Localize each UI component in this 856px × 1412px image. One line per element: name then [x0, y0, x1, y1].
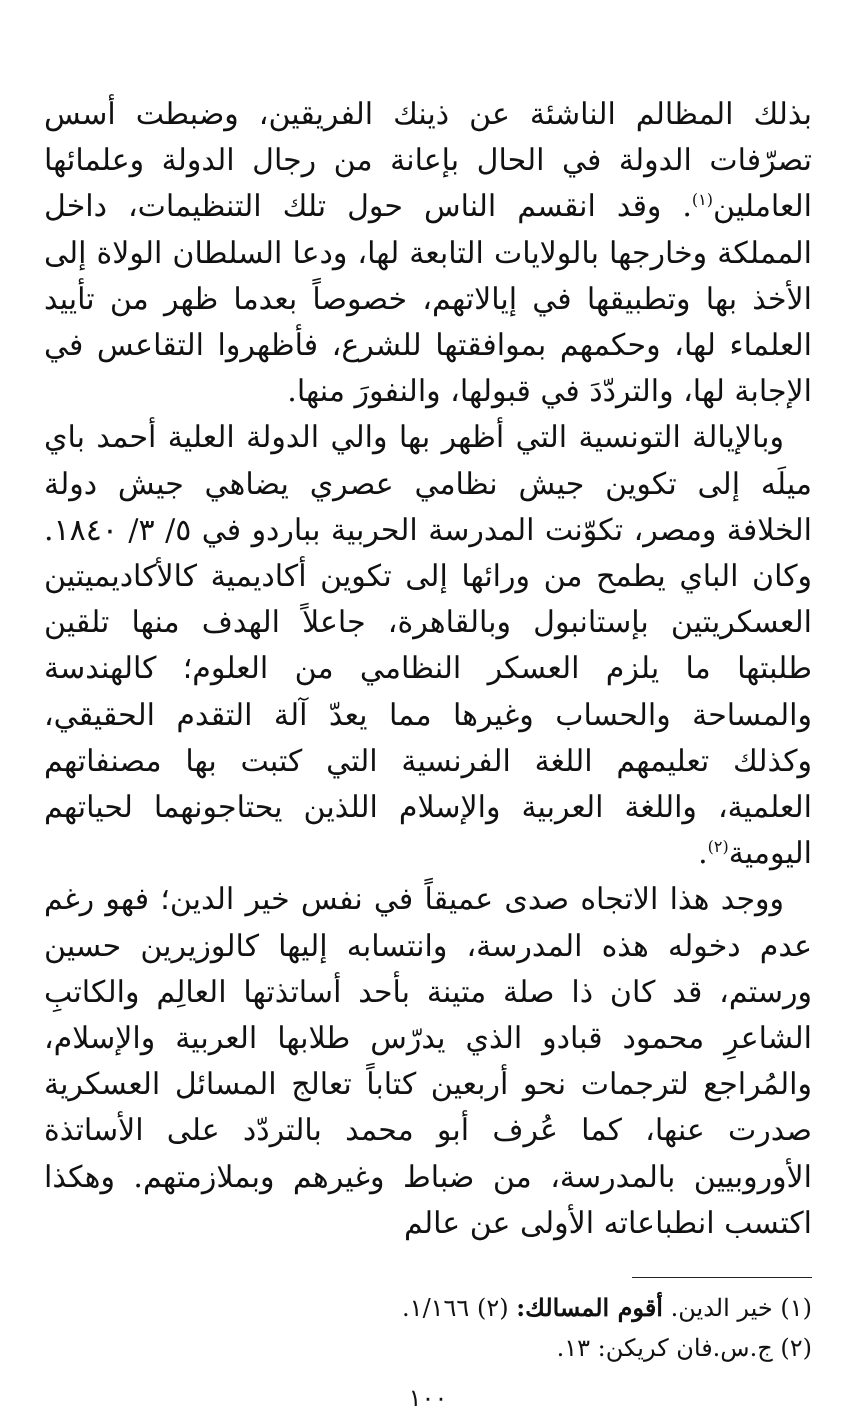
paragraph-1-text: بذلك المظالم الناشئة عن ذينك الفريقين، وضبطت أسس تصرّفات الدولة في الحال بإعانة من رجال الدولة وعلمائها العاملين	[44, 97, 812, 225]
footnote-1	[44, 1288, 812, 1328]
paragraph-1-continuation: . وقد انقسم الناس حول تلك التنظيمات، داخل المملكة وخارجها بالولايات التابعة لها، ودعا السلطان الولاة إلى الأخذ بها وتطبيقها في إيالاتهم، خصوصاً بعدما ظهر من تأييد العلماء لها، وحكمهم بموافقتها للشرع، فأظهروا التقاعس في الإجابة لها، والتردّدَ في قبولها، والنفورَ منها.	[44, 189, 812, 410]
footnote-2	[44, 1328, 812, 1368]
footnote-1-text: خير الدين.	[670, 1294, 773, 1323]
paragraph-2-text: وبالإيالة التونسية التي أظهر بها والي الدولة العلية أحمد باي ميلَه إلى تكوين جيش نظامي عصري يضاهي جيش دولة الخلافة ومصر، تكوّنت المدرسة الحربية بباردو في ٥/ ٣/ ١٨٤٠. وكان الباي يطمح من ورائها إلى تكوين أكاديمية كالأكاديميتين العسكريتين بإستانبول وبالقاهرة، جاعلاً الهدف منها تلقين طلبتها ما يلزم العسكر النظامي من العلوم؛ كالهندسة والمساحة والحساب وغيرها مما يعدّ آلة التقدم الحقيقي، وكذلك تعليمهم اللغة الفرنسية التي كتبت بها مصنفاتهم العلمية، واللغة العربية والإسلام اللذين يحتاجونهما لحياتهم اليومية	[44, 420, 812, 872]
footnote-separator	[632, 1277, 812, 1278]
footnote-ref-1: (١)	[691, 190, 714, 210]
paragraph-2-end: .	[698, 836, 708, 872]
page-number: ١٠٠	[408, 1384, 448, 1412]
book-page	[44, 92, 812, 1412]
footnote-1-rest: (٢) ١/١٦٦.	[402, 1294, 509, 1323]
paragraph-2	[44, 415, 812, 877]
footnotes	[44, 1288, 812, 1368]
footnote-ref-2: (٢)	[707, 837, 729, 857]
paragraph-3: ووجد هذا الاتجاه صدى عميقاً في نفس خير الدين؛ فهو رغم عدم دخوله هذه المدرسة، وانتسابه إليها كالوزيرين حسين ورستم، قد كان ذا صلة متينة بأحد أساتذتها العالِم والكاتبِ الشاعرِ محمود قبادو الذي يدرّس طلابها العربية والإسلام، والمُراجع لترجمات نحو أربعين كتاباً تعالج المسائل العسكرية صدرت عنها، كما عُرف أبو محمد بالتردّد على الأساتذة الأوروبيين بالمدرسة، من ضباط وغيرهم وبملازمتهم. وهكذا اكتسب انطباعاته الأولى عن عالم	[44, 882, 812, 1241]
footnote-2-text: ج.س.فان كريكن: ١٣.	[556, 1334, 773, 1363]
paragraph-1	[44, 92, 812, 415]
body-text	[44, 92, 812, 1247]
footnote-1-marker: (١)	[780, 1294, 812, 1323]
footnote-2-marker: (٢)	[780, 1334, 812, 1363]
footnote-1-title: أقوم المسالك:	[516, 1293, 663, 1323]
